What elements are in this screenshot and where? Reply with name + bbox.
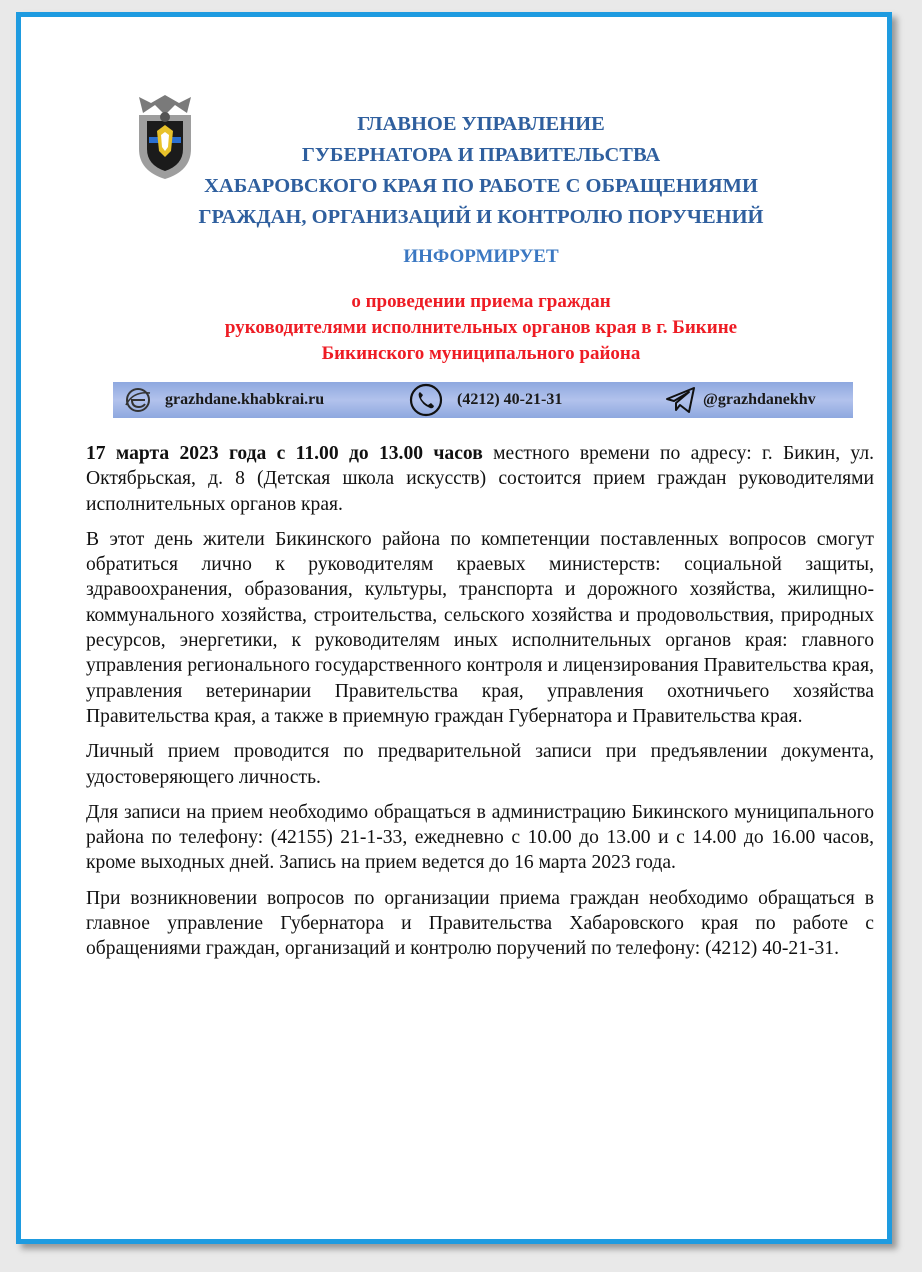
paragraph-date-place: [86, 441, 874, 517]
paragraph-appointment: Личный прием проводится по предварительной записи при предъявлении документа, удостоверяющего личность.: [86, 741, 874, 788]
telegram-text: @grazhdanekhv: [703, 391, 816, 408]
website-text: grazhdane.khabkrai.ru: [165, 391, 325, 408]
subject-line: Бикинского муниципального района: [321, 343, 641, 364]
informs-heading: ИНФОРМИРУЕТ: [403, 246, 559, 267]
title-line: ГРАЖДАН, ОРГАНИЗАЦИЙ И КОНТРОЛЮ ПОРУЧЕНИЙ: [198, 206, 764, 228]
subject-line: руководителями исполнительных органов края в г. Бикине: [224, 317, 738, 338]
browser-icon: [123, 385, 153, 415]
contact-bar: [113, 382, 853, 418]
notice-body: [86, 441, 874, 972]
website-contact[interactable]: [123, 382, 324, 418]
notice-sheet: [16, 12, 892, 1244]
phone-contact[interactable]: [409, 382, 562, 418]
subject-line: о проведении приема граждан: [351, 291, 611, 312]
date-time-highlight: 17 марта 2023 года с 11.00 до 13.00 часов: [86, 443, 483, 464]
title-line: ГУБЕРНАТОРА И ПРАВИТЕЛЬСТВА: [301, 144, 661, 166]
paragraph-ministries: В этот день жители Бикинского района по компетенции поставленных вопросов смогут обратиться лично к руководителям краевых министерств: социальной защиты, здравоохранения, образования, культуры, транспорта и дорожного хозяйства, жилищно-коммунального хозяйства, строительства, сельского хозяйства и продовольствия, природных ресурсов, энергетики, к руководителям иных исполнительных органов края: главного управления регионального государственного контроля и лицензирования Правительства края, управления ветеринарии Правительства края, управления охотничьего хозяйства Правительства края, а также в приемную граждан Губернатора и Правительства края.: [86, 528, 874, 727]
telegram-icon: [665, 385, 697, 415]
organization-title: [161, 109, 801, 233]
title-line: ХАБАРОВСКОГО КРАЯ ПО РАБОТЕ С ОБРАЩЕНИЯМИ: [204, 175, 758, 197]
telegram-contact[interactable]: [665, 382, 816, 418]
paragraph-text: местного времени по адресу: г. Бикин, ул. Октябрьская, д. 8 (Детская школа искусств) состоится прием граждан руководителями исполнительных органов края.: [86, 443, 875, 515]
phone-icon: [409, 383, 443, 417]
paragraph-questions: При возникновении вопросов по организации приема граждан необходимо обращаться в главное управление Губернатора и Правительства Хабаровского края по работе с обращениями граждан, организаций и контролю поручений по телефону: (4212) 40-21-31.: [86, 887, 874, 960]
title-line: ГЛАВНОЕ УПРАВЛЕНИЕ: [357, 113, 605, 135]
paragraph-registration: Для записи на прием необходимо обращаться в администрацию Бикинского муниципального района по телефону: (42155) 21-1-33, ежедневно с 10.00 до 13.00 и с 14.00 до 16.00 часов, кроме выходных дней. Запись на прием ведется до 16 марта 2023 года.: [86, 801, 874, 874]
phone-text: (4212) 40-21-31: [457, 391, 563, 408]
subject-heading: [121, 289, 841, 367]
